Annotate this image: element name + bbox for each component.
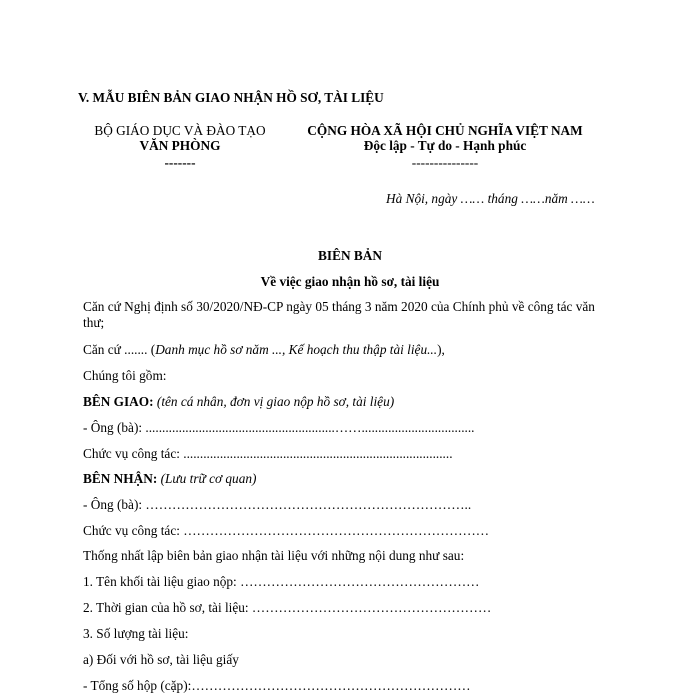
giver-label: BÊN GIAO: (83, 394, 154, 409)
motto-rule: --------------- (411, 155, 479, 170)
country-name: CỘNG HÒA XÃ HỘI CHỦ NGHĨA VIỆT NAM (307, 123, 583, 138)
office-name: VĂN PHÒNG (139, 138, 221, 153)
basis-catalog (83, 342, 445, 358)
giver-name-line: - Ông (bà): .........................................................…….................................. (83, 420, 475, 435)
item-3: 3. Số lượng tài liệu: (83, 626, 189, 641)
giver-heading (83, 394, 394, 410)
item-2: 2. Thời gian của hồ sơ, tài liệu: ……………………………………………… (83, 600, 492, 615)
document-subtitle: Về việc giao nhận hồ sơ, tài liệu (260, 274, 440, 289)
receiver-heading (83, 471, 256, 487)
place-date: Hà Nội, ngày …… tháng ……năm …… (386, 191, 595, 206)
document-title: BIÊN BẢN (318, 248, 382, 263)
receiver-note: (Lưu trữ cơ quan) (160, 471, 257, 486)
basis-decree-line1: Căn cứ Nghị định số 30/2020/NĐ-CP ngày 05 tháng 3 năm 2020 của Chính phủ về công tác văn (83, 299, 595, 314)
agency-name: BỘ GIÁO DỤC VÀ ĐÀO TẠO (94, 123, 266, 138)
agency-rule: ------- (164, 155, 196, 170)
basis-catalog-prefix: Căn cứ ....... ( (83, 342, 156, 357)
agreement-statement: Thống nhất lập biên bản giao nhận tài liệu với những nội dung như sau: (83, 548, 465, 563)
giver-position-line: Chức vụ công tác: ................................................................................. (83, 446, 453, 461)
section-title: V. MẪU BIÊN BẢN GIAO NHẬN HỒ SƠ, TÀI LIỆU (78, 90, 384, 105)
basis-decree-line2: thư; (83, 315, 105, 330)
receiver-label: BÊN NHẬN: (83, 471, 158, 486)
item-3a-boxes: - Tổng số hộp (cặp):……………………………………………………… (83, 678, 471, 693)
basis-catalog-italic: Danh mục hồ sơ năm ..., Kế hoạch thu thập tài liệu... (155, 342, 438, 357)
item-3a: a) Đối với hồ sơ, tài liệu giấy (83, 652, 239, 667)
item-1: 1. Tên khối tài liệu giao nộp: ……………………………………………… (83, 574, 480, 589)
basis-catalog-suffix: ), (437, 342, 445, 357)
receiver-position-line: Chức vụ công tác: …………………………………………………………… (83, 523, 490, 538)
giver-note: (tên cá nhân, đơn vị giao nộp hồ sơ, tài liệu) (156, 394, 395, 409)
we-include: Chúng tôi gồm: (83, 368, 167, 383)
receiver-name-line: - Ông (bà): ……………………………………………………………….. (83, 497, 472, 512)
motto: Độc lập - Tự do - Hạnh phúc (363, 138, 527, 153)
